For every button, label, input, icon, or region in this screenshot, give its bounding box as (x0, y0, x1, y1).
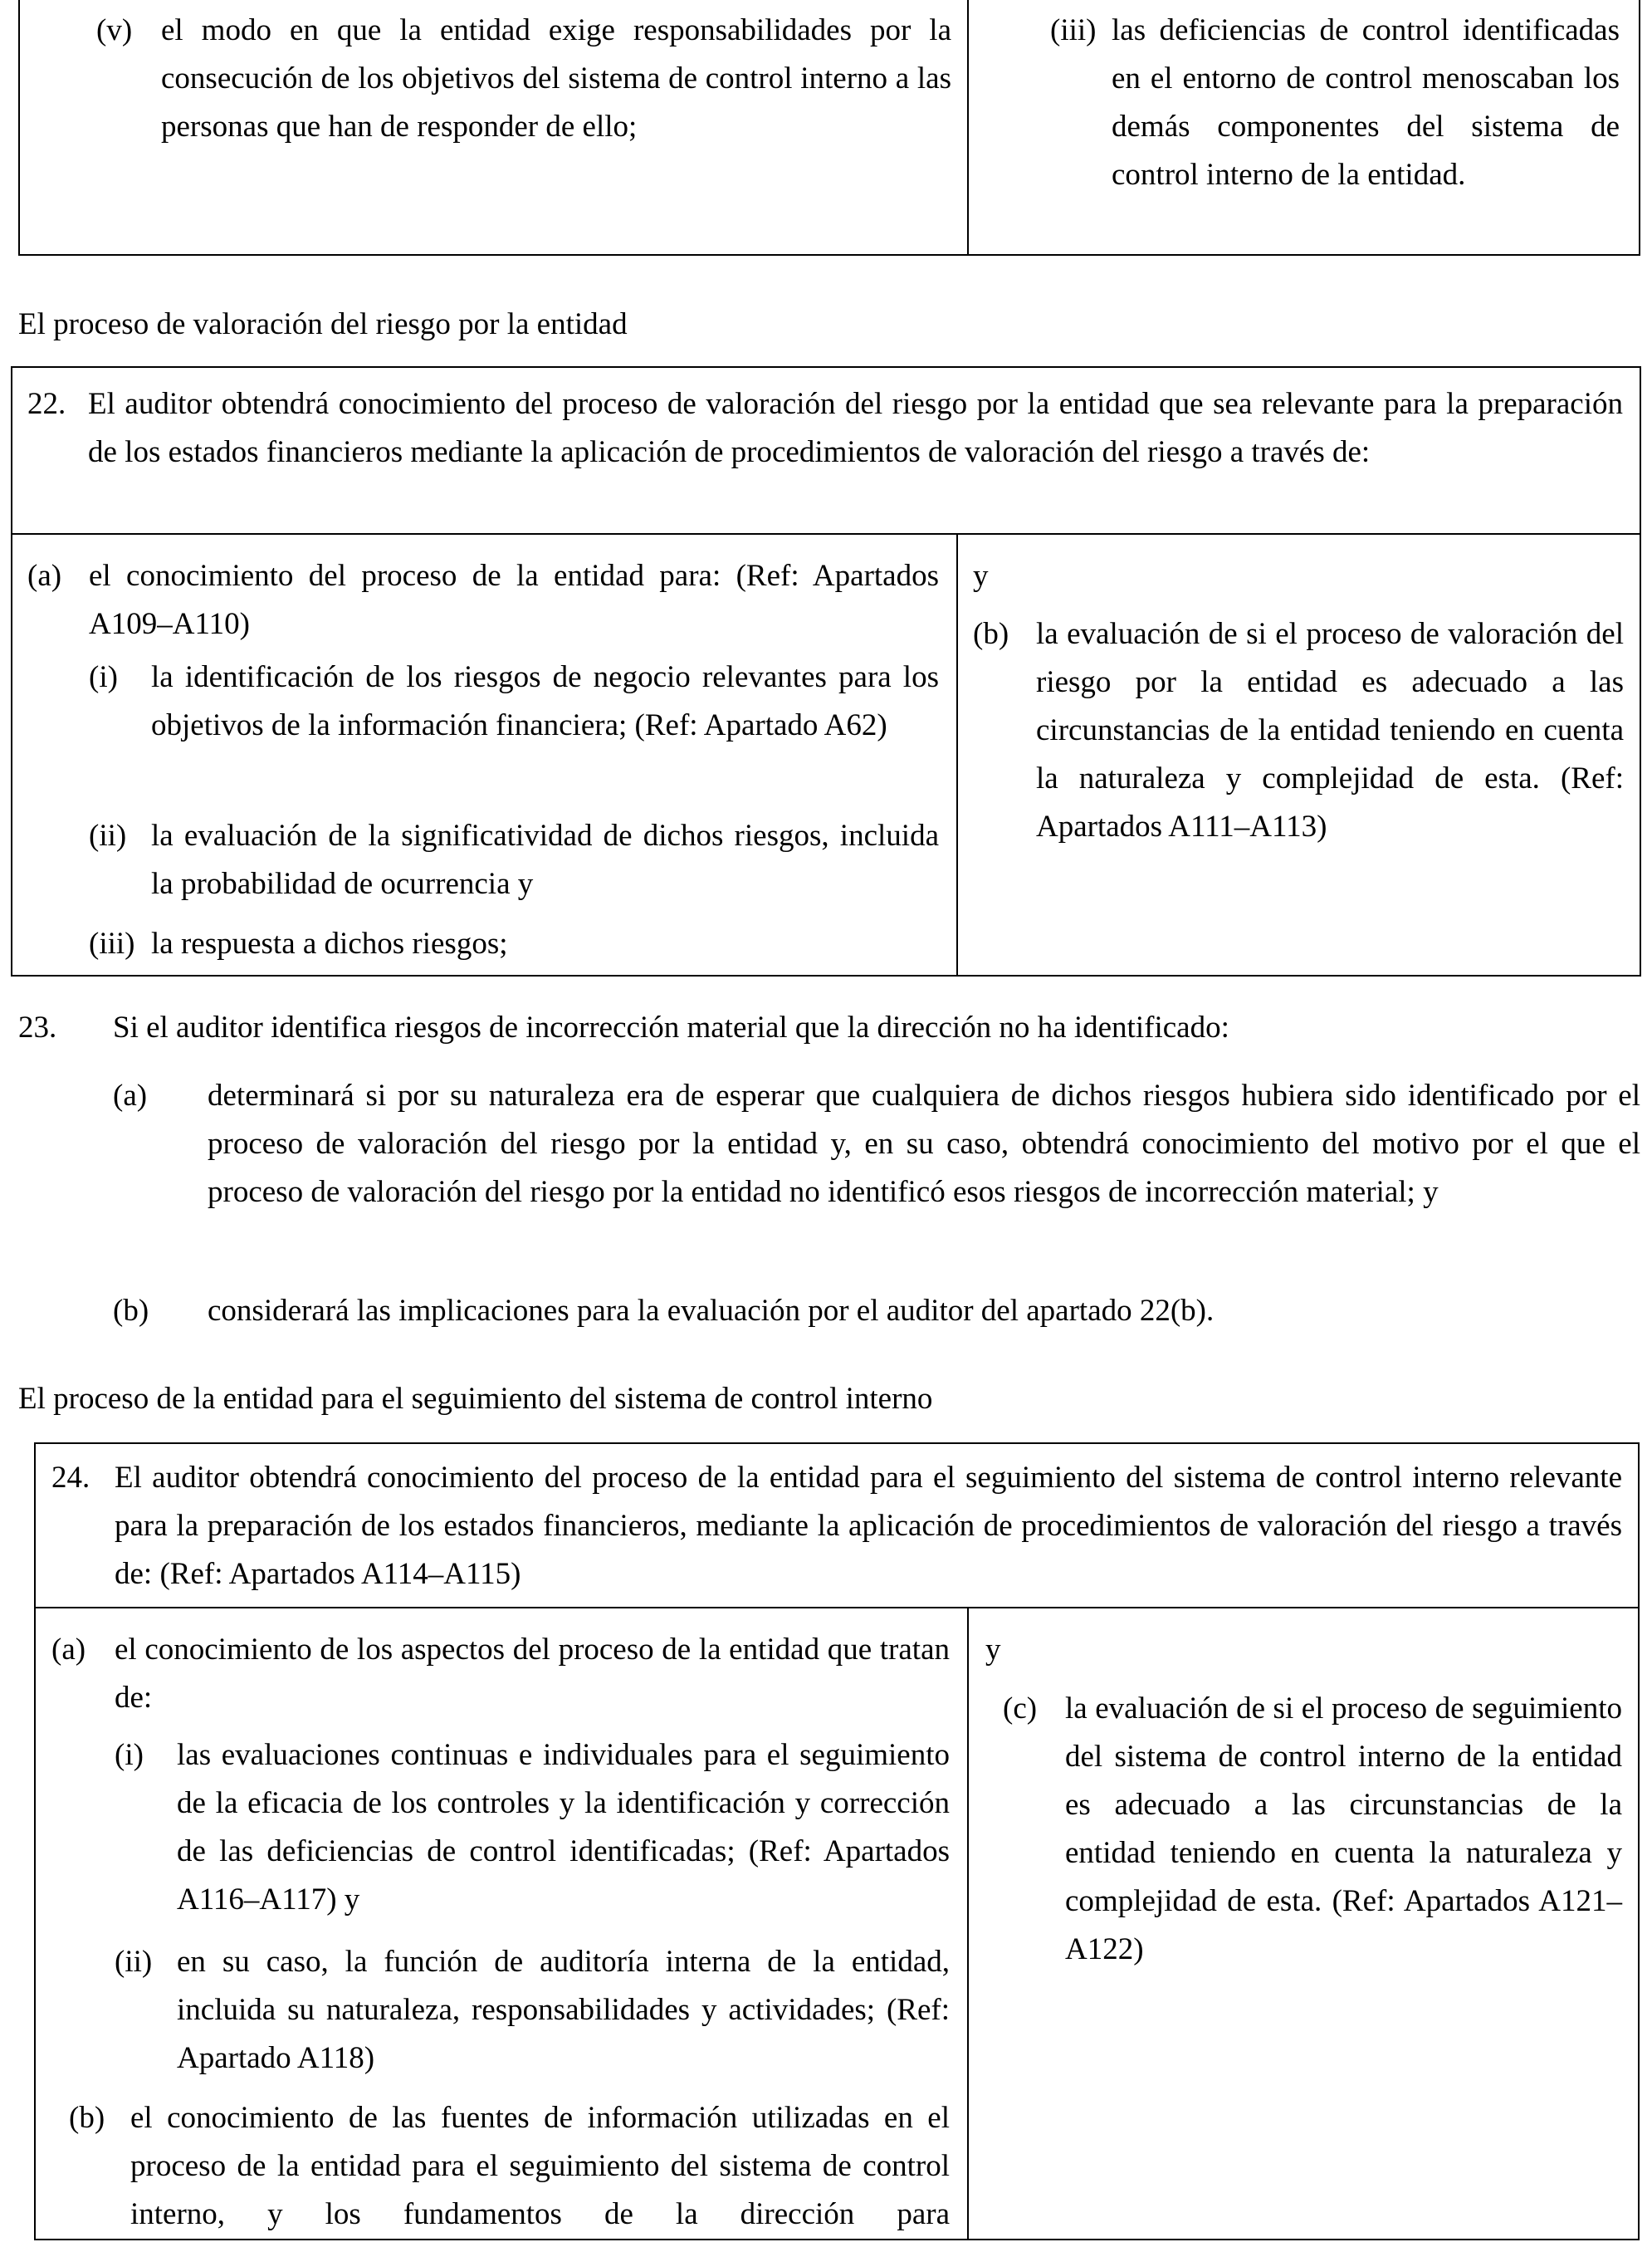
item-text: el conocimiento de los aspectos del proceso de la entidad que tratan de: (115, 1633, 950, 1715)
item-label: (iii) (89, 927, 135, 961)
item-label: (i) (115, 1738, 144, 1772)
list-item-b (973, 610, 1624, 851)
paragraph-number: 23. (18, 1011, 57, 1045)
list-item-a (27, 552, 939, 649)
item-text: el conocimiento de las fuentes de información utilizadas en el proceso de la entidad para el seguimiento del sistema de control interno, y los fundamentos de la dirección para (130, 2101, 950, 2231)
row-divider (11, 533, 1641, 535)
column-divider (956, 533, 958, 977)
item-text: el modo en que la entidad exige responsabilidades por la consecución de los objetivos del sistema de control interno a las personas que han de responder de ello; (161, 13, 951, 144)
conjunction: y (973, 559, 989, 593)
paragraph-text: El auditor obtendrá conocimiento del proceso de valoración del riesgo por la entidad que sea relevante para la preparación de los estados financieros mediante la aplicación de procedimientos de valoración del riesgo a través de: (88, 387, 1623, 469)
paragraph-23 (18, 1004, 1640, 1052)
item-label: (ii) (89, 819, 127, 853)
paragraph-number: 24. (51, 1461, 90, 1495)
item-label: (v) (96, 13, 133, 47)
item-label: (b) (113, 1294, 149, 1328)
item-text: la evaluación de la significatividad de dichos riesgos, incluida la probabilidad de ocurrencia y (151, 819, 939, 901)
list-item-b (113, 1287, 1640, 1335)
list-item-ii (115, 1938, 950, 2083)
item-text: en su caso, la función de auditoría interna de la entidad, incluida su naturaleza, responsabilidades y actividades; (Ref: Apartado A118) (177, 1945, 950, 2075)
item-label: (iii) (1050, 13, 1097, 47)
list-item-a (51, 1626, 950, 1722)
item-text: la respuesta a dichos riesgos; (151, 927, 508, 961)
list-item-c (1003, 1685, 1622, 1974)
paragraph-text: Si el auditor identifica riesgos de incorrección material que la dirección no ha identificado: (113, 1011, 1229, 1045)
list-item-a (113, 1072, 1640, 1217)
item-text: considerará las implicaciones para la evaluación por el auditor del apartado 22(b). (208, 1294, 1215, 1328)
column-divider (967, 0, 969, 254)
list-item-iii (1050, 7, 1620, 199)
column-divider (967, 1607, 969, 2240)
paragraph-22 (27, 380, 1623, 477)
item-label: (b) (973, 617, 1009, 651)
section-heading: El proceso de la entidad para el seguimiento del sistema de control interno (18, 1382, 933, 1416)
item-label: (ii) (115, 1945, 153, 1979)
item-text: el conocimiento del proceso de la entidad para: (Ref: Apartados A109–A110) (89, 559, 939, 641)
item-text: determinará si por su naturaleza era de esperar que cualquiera de dichos riesgos hubiera sido identificado por el proceso de valoración del riesgo por la entidad y, en su caso, obtendrá conocimiento del motivo por el que el proceso de valoración del riesgo por la entidad no identificó esos riesgos de incorrección material; y (208, 1079, 1640, 1209)
item-label: (i) (89, 660, 118, 694)
item-label: (a) (113, 1079, 148, 1113)
paragraph-number: 22. (27, 387, 66, 421)
list-item-iii (89, 920, 939, 968)
item-label: (b) (69, 2101, 105, 2135)
item-text: la evaluación de si el proceso de valoración del riesgo por la entidad es adecuado a las circunstancias de la entidad teniendo en cuenta la naturaleza y complejidad de esta. (Ref: Apartados A111–A113) (1036, 617, 1624, 844)
section-heading: El proceso de valoración del riesgo por la entidad (18, 307, 628, 341)
list-item-v (96, 7, 951, 151)
paragraph-24 (51, 1454, 1622, 1598)
item-text: las deficiencias de control identificadas en el entorno de control menoscaban los demás componentes del sistema de control interno de la entidad. (1112, 13, 1620, 192)
item-text: la identificación de los riesgos de negocio relevantes para los objetivos de la información financiera; (Ref: Apartado A62) (151, 660, 939, 742)
item-label: (a) (51, 1633, 86, 1667)
list-item-ii (89, 812, 939, 908)
list-item-i (115, 1731, 950, 1924)
row-divider (34, 1607, 1640, 1608)
item-text: las evaluaciones continuas e individuales para el seguimiento de la eficacia de los controles y la identificación y corrección de las deficiencias de control identificadas; (Ref: Apartados A116–A117) y (177, 1738, 950, 1917)
conjunction: y (985, 1633, 1001, 1667)
paragraph-text: El auditor obtendrá conocimiento del proceso de la entidad para el seguimiento del sistema de control interno relevante para la preparación de los estados financieros, mediante la aplicación de procedimientos de valoración del riesgo a través de: (Ref: Apartados A114–A115) (115, 1461, 1622, 1591)
item-label: (a) (27, 559, 62, 593)
item-label: (c) (1003, 1691, 1038, 1726)
item-text: la evaluación de si el proceso de seguimiento del sistema de control interno de la entidad es adecuado a las circunstancias de la entidad teniendo en cuenta la naturaleza y complejidad de esta. (Ref: Apartados A121–A122) (1065, 1691, 1622, 1966)
list-item-b (69, 2094, 950, 2239)
list-item-i (89, 654, 939, 750)
